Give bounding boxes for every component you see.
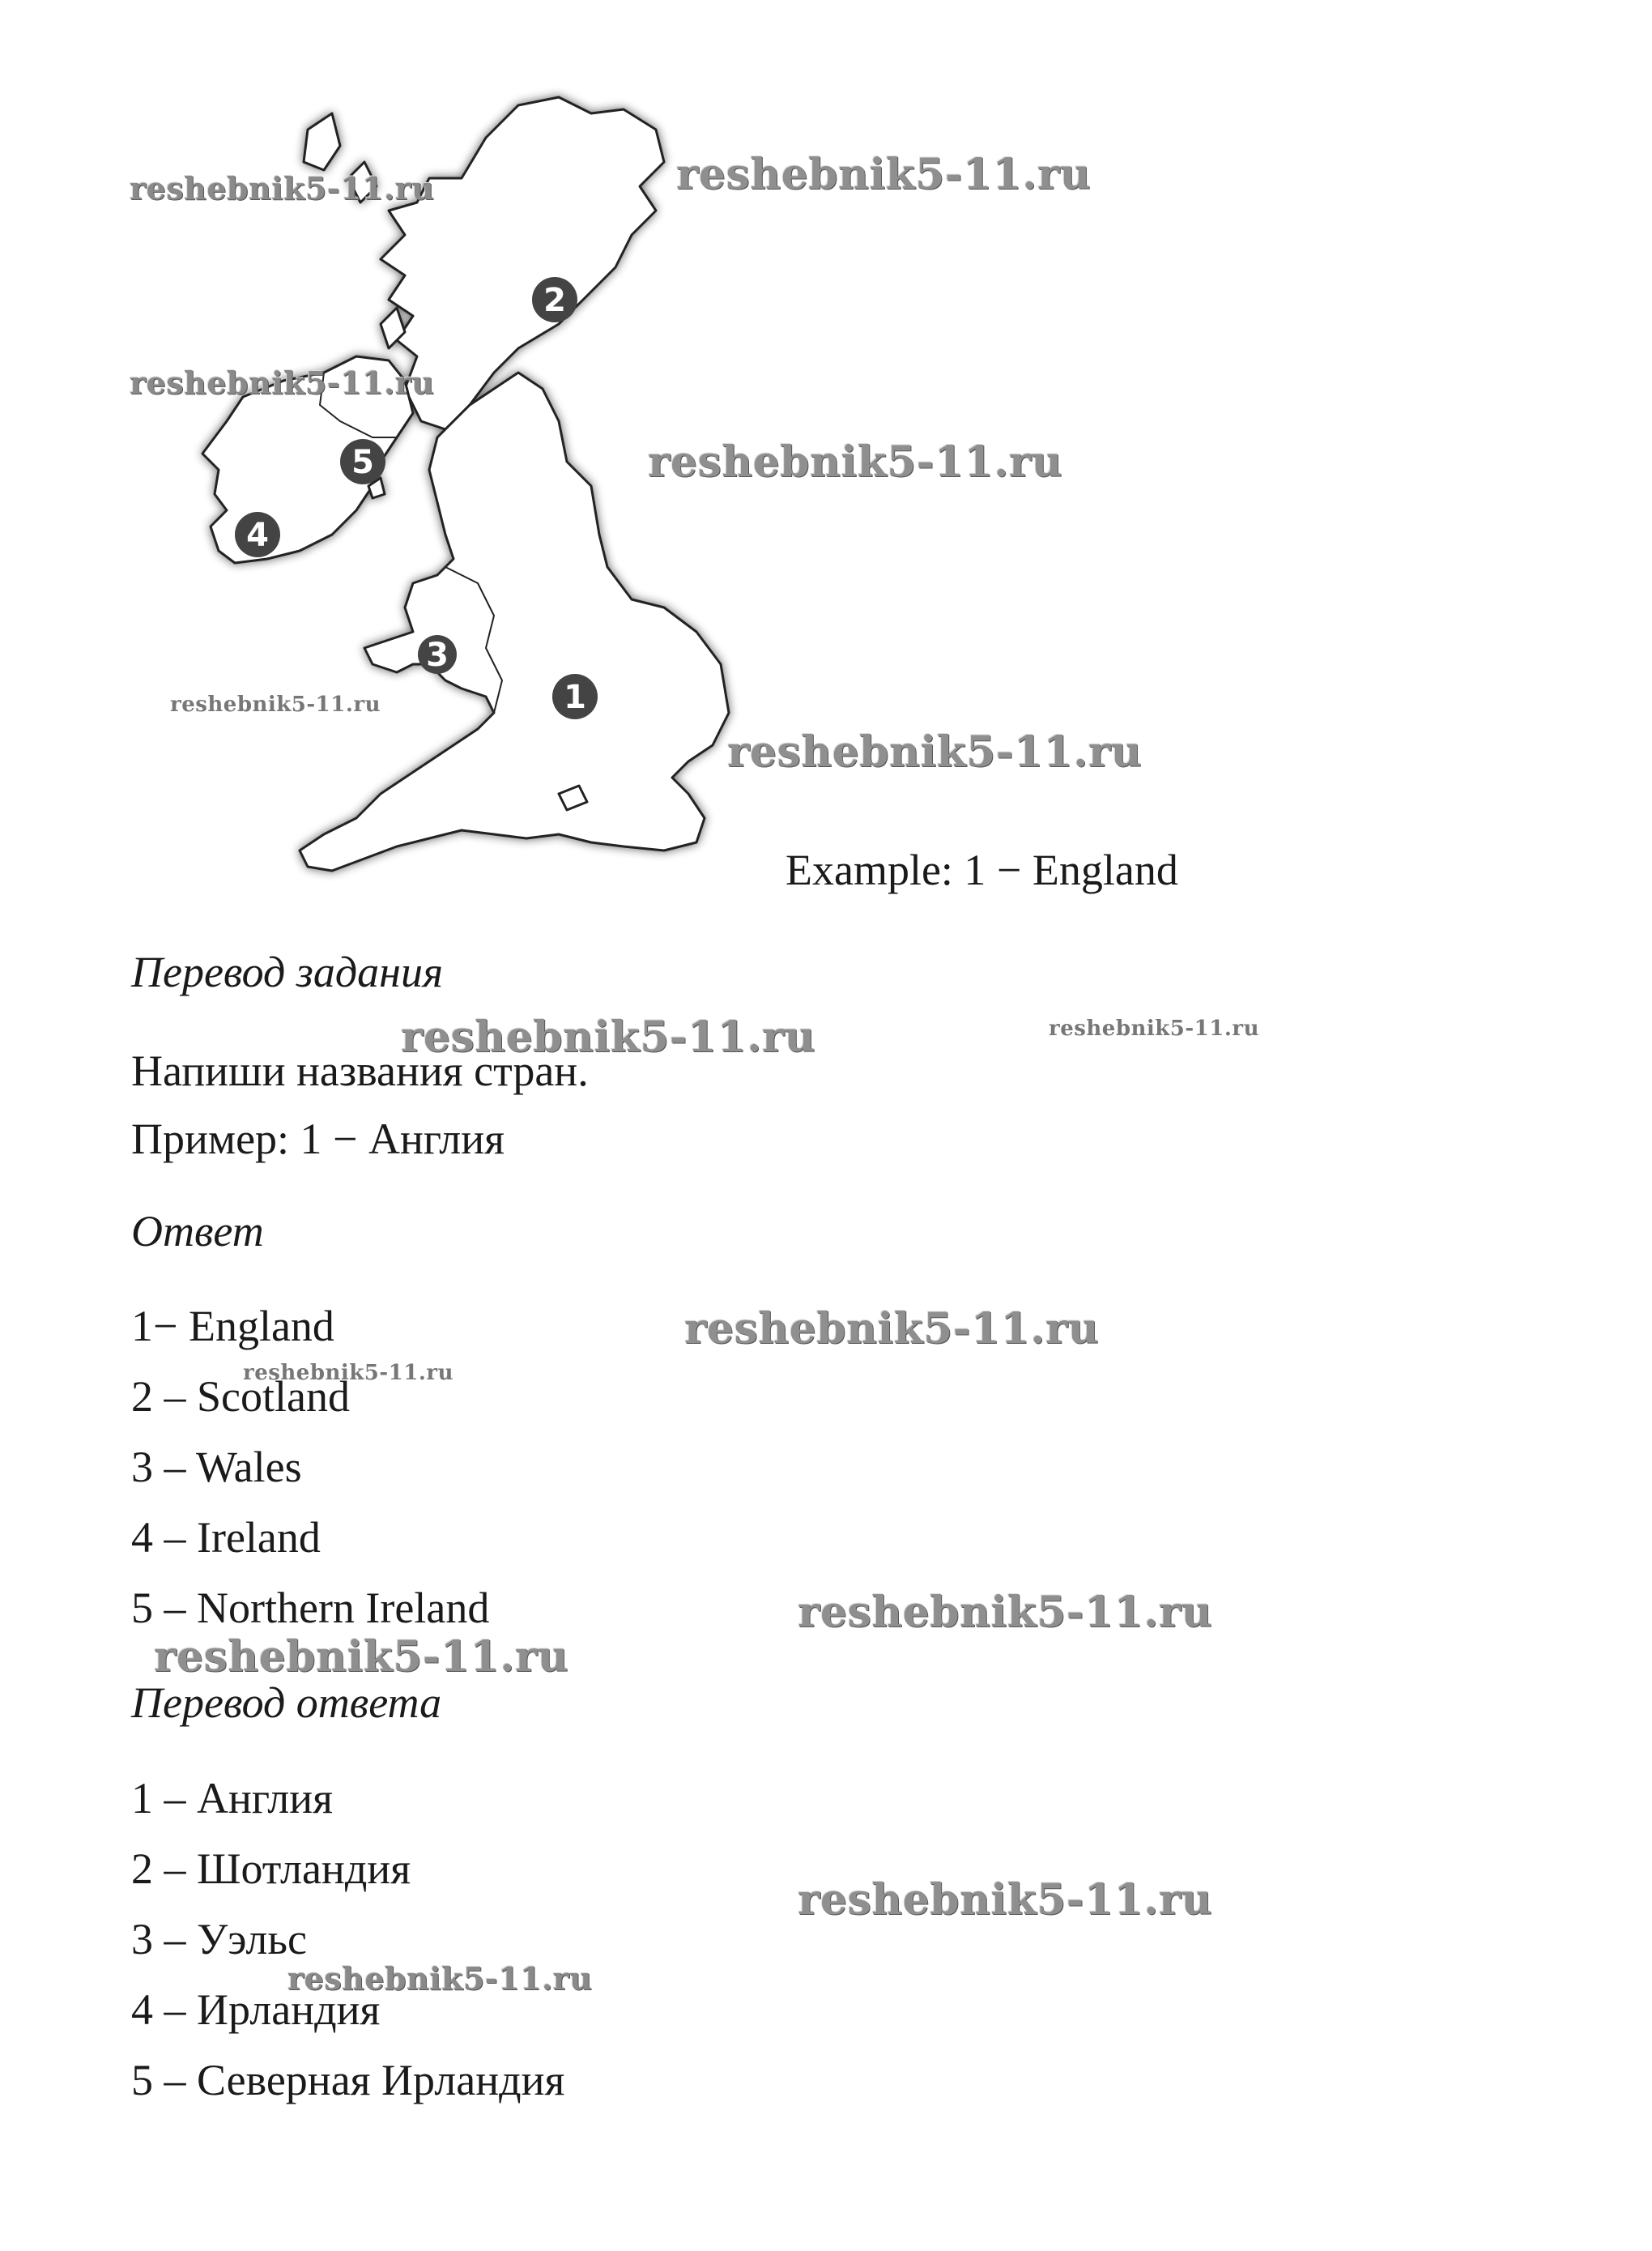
svg-text:5: 5 <box>351 444 374 481</box>
svg-text:2: 2 <box>543 282 566 319</box>
answer-translation-item: 1 – Англия <box>131 1774 333 1823</box>
watermark: reshebnik5-11.ru <box>648 437 1063 487</box>
answer-heading: Ответ <box>131 1207 264 1256</box>
svg-text:4: 4 <box>246 517 269 554</box>
answer-translation-item: 3 – Уэльс <box>131 1915 307 1963</box>
answer-item: 5 – Northern Ireland <box>131 1584 490 1632</box>
watermark: reshebnik5-11.ru <box>798 1588 1213 1637</box>
marker-2 <box>532 277 577 322</box>
watermark: reshebnik5-11.ru <box>287 1960 593 1997</box>
watermark: reshebnik5-11.ru <box>401 1013 816 1062</box>
marker-3 <box>418 635 457 674</box>
task-example-text: Пример: 1 − Англия <box>131 1115 505 1163</box>
marker-5 <box>340 439 385 484</box>
example-text: Example: 1 − England <box>786 846 1178 894</box>
watermark: reshebnik5-11.ru <box>170 693 381 717</box>
answer-translation-item: 5 – Северная Ирландия <box>131 2056 565 2104</box>
task-translation-heading: Перевод задания <box>131 948 444 996</box>
watermark: reshebnik5-11.ru <box>154 1632 569 1682</box>
answer-item: 3 – Wales <box>131 1443 302 1491</box>
watermark: reshebnik5-11.ru <box>676 150 1092 199</box>
answer-translation-item: 2 – Шотландия <box>131 1844 411 1893</box>
answer-translation-heading: Перевод ответа <box>131 1678 442 1727</box>
watermark: reshebnik5-11.ru <box>798 1875 1213 1925</box>
watermark: reshebnik5-11.ru <box>243 1361 454 1385</box>
answer-item: 2 – Scotland <box>131 1372 350 1421</box>
svg-text:3: 3 <box>426 637 449 674</box>
task-translation-text: Напиши названия стран. <box>131 1047 589 1095</box>
marker-1 <box>552 674 598 719</box>
answer-item: 1− England <box>131 1302 334 1350</box>
svg-text:1: 1 <box>564 679 586 716</box>
watermark: reshebnik5-11.ru <box>1049 1017 1260 1041</box>
watermark: reshebnik5-11.ru <box>684 1304 1100 1354</box>
watermark: reshebnik5-11.ru <box>727 727 1143 777</box>
answer-item: 4 – Ireland <box>131 1513 321 1562</box>
watermark: reshebnik5-11.ru <box>130 365 435 401</box>
watermark: reshebnik5-11.ru <box>130 170 435 207</box>
marker-4 <box>235 512 280 557</box>
answer-translation-item: 4 – Ирландия <box>131 1985 381 2034</box>
